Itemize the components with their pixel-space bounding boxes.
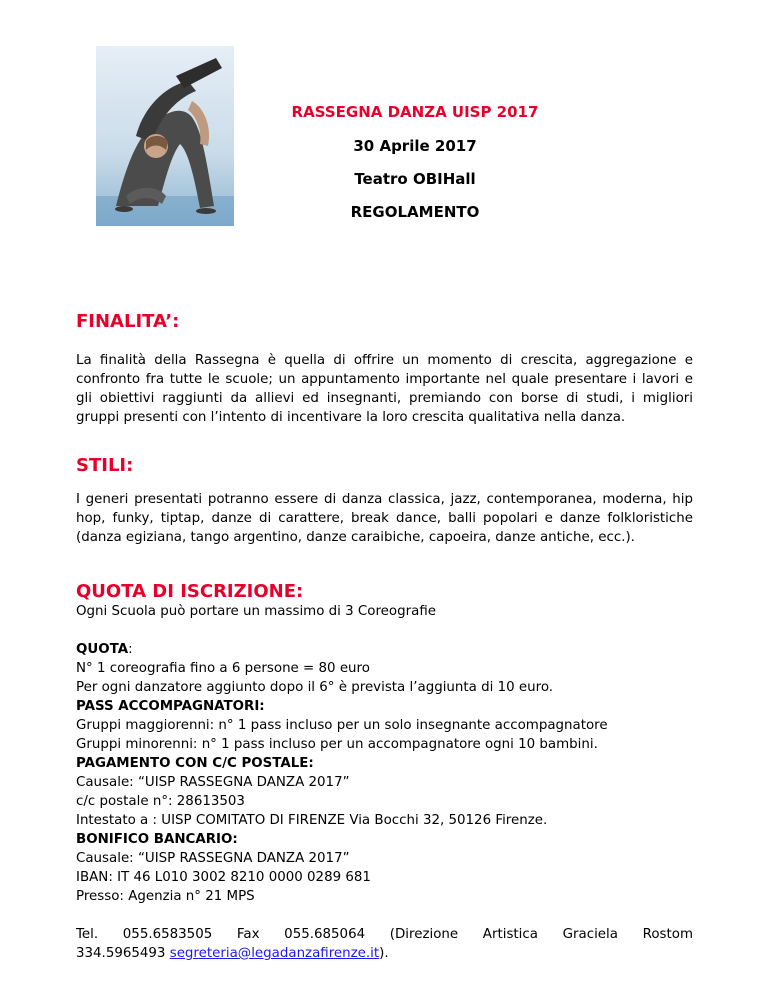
- contatti-line-1: Tel. 055.6583505 Fax 055.685064 (Direzione Artistica Graciela Rostom: [76, 927, 693, 942]
- bonifico-presso: Presso: Agenzia n° 21 MPS: [76, 889, 255, 904]
- contatti-suffix: ).: [379, 946, 389, 961]
- quota-intro: Ogni Scuola può portare un massimo di 3 Coreografie: [76, 604, 436, 619]
- event-venue: Teatro OBIHall: [354, 170, 476, 188]
- contatti-line-2: [76, 944, 389, 963]
- cc-intestato: Intestato a : UISP COMITATO DI FIRENZE Via Bocchi 32, 50126 Firenze.: [76, 813, 548, 828]
- cc-numero: c/c postale n°: 28613503: [76, 794, 245, 809]
- quota-colon: :: [128, 642, 133, 657]
- contatti-phone: 334.5965493: [76, 946, 170, 961]
- bonifico-causale: Causale: “UISP RASSEGNA DANZA 2017”: [76, 851, 350, 866]
- bonifico-iban: IBAN: IT 46 L010 3002 8210 0000 0289 681: [76, 870, 371, 885]
- quota-label: QUOTA: [76, 642, 129, 657]
- bonifico-heading: BONIFICO BANCARIO:: [76, 832, 238, 847]
- pass-line-1: Gruppi maggiorenni: n° 1 pass incluso per un solo insegnante accompagnatore: [76, 718, 608, 733]
- document-type: REGOLAMENTO: [350, 203, 480, 221]
- event-title: RASSEGNA DANZA UISP 2017: [291, 103, 539, 121]
- email-link[interactable]: segreteria@legadanzafirenze.it: [169, 946, 380, 961]
- quota-line-2: Per ogni danzatore aggiunto dopo il 6° è prevista l’aggiunta di 10 euro.: [76, 680, 554, 695]
- event-date: 30 Aprile 2017: [353, 137, 477, 155]
- finalita-heading: FINALITA’:: [76, 311, 180, 332]
- stili-heading: STILI:: [76, 455, 134, 476]
- quota-label-line: [76, 640, 133, 659]
- dancers-photo: [96, 46, 234, 226]
- pass-line-2: Gruppi minorenni: n° 1 pass incluso per un accompagnatore ogni 10 bambini.: [76, 737, 598, 752]
- stili-text: I generi presentati potranno essere di danza classica, jazz, contemporanea, moderna, hip hop, funky, tiptap, danze di carattere, break dance, balli popolari e danze folkloristiche (danza egiziana, tango argentino, danze caraibiche, capoeira, danze antiche, ecc.).: [76, 492, 693, 545]
- quota-line-1: N° 1 coreografia fino a 6 persone = 80 euro: [76, 661, 370, 676]
- cc-heading: PAGAMENTO CON C/C POSTALE:: [76, 756, 314, 771]
- finalita-text: La finalità della Rassegna è quella di offrire un momento di crescita, aggregazione e confronto fra tutte le scuole; un appuntamento importante nel quale presentare i lavori e gli obiettivi raggiunti da allievi ed insegnanti, premiando con borse di studi, i migliori gruppi presenti con l’intento di incentivare la loro crescita qualitativa nella danza.: [76, 353, 693, 425]
- quota-iscrizione-heading: QUOTA DI ISCRIZIONE:: [76, 581, 304, 602]
- cc-causale: Causale: “UISP RASSEGNA DANZA 2017”: [76, 775, 350, 790]
- pass-heading: PASS ACCOMPAGNATORI:: [76, 699, 265, 714]
